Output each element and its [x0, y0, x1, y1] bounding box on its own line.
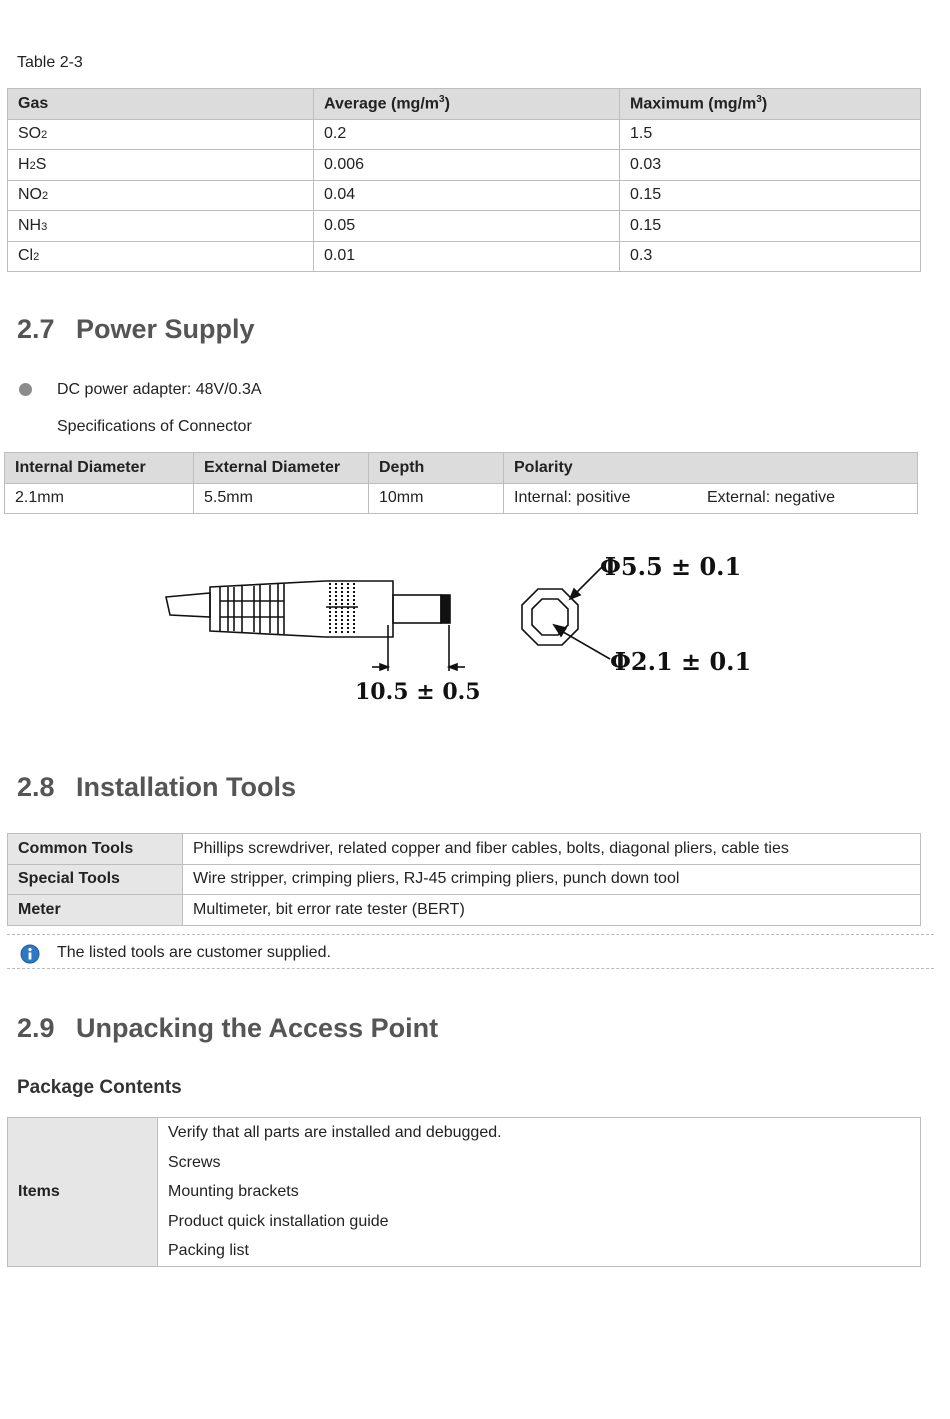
average-cell: 0.05 — [314, 211, 620, 242]
section-heading-installation-tools — [17, 772, 296, 803]
table-row — [8, 834, 921, 865]
table-header-row — [8, 89, 921, 120]
header-average: Average $(mg/m^3)$ — [314, 89, 620, 120]
bullet-icon — [19, 383, 32, 396]
maximum-cell: 0.15 — [620, 180, 921, 211]
connector-plug-drawing — [166, 581, 465, 671]
section-number: 2.8 — [17, 772, 55, 802]
tool-list-cell: Phillips screwdriver, related copper and fiber cables, bolts, diagonal pliers, cable ties — [183, 834, 921, 865]
section-title: Power Supply — [76, 314, 255, 344]
package-contents-heading: Package Contents — [17, 1077, 182, 1098]
connector-end-view — [522, 567, 610, 659]
items-label: Items — [8, 1118, 158, 1267]
list-item: Mounting brackets — [168, 1183, 299, 1201]
tool-list-cell: Multimeter, bit error rate tester (BERT) — [183, 895, 921, 926]
gas-cell: NO2 — [8, 180, 314, 211]
header-gas: Gas — [8, 89, 314, 120]
maximum-cell: 1.5 — [620, 119, 921, 150]
list-item: Screws — [168, 1153, 221, 1171]
section-heading-power-supply — [17, 314, 255, 345]
note-text: The listed tools are customer supplied. — [57, 944, 331, 961]
header-internal-diameter: Internal Diameter — [5, 453, 194, 484]
maximum-cell: 0.3 — [620, 241, 921, 272]
gas-concentration-table — [7, 88, 921, 272]
connector-spec-table — [4, 452, 918, 514]
items-list-cell — [158, 1118, 921, 1267]
table-header-row — [5, 453, 918, 484]
list-item: Product quick installation guide — [168, 1212, 389, 1230]
table-row — [8, 895, 921, 926]
note-top-divider — [7, 934, 934, 935]
header-depth: Depth — [369, 453, 504, 484]
table-row — [8, 1118, 921, 1267]
average-cell: 0.01 — [314, 241, 620, 272]
table-row — [8, 241, 921, 272]
note-bottom-divider — [7, 968, 934, 969]
tool-list-cell: Wire stripper, crimping pliers, RJ-45 crimping pliers, punch down tool — [183, 864, 921, 895]
dc-connector-diagram — [160, 545, 780, 715]
average-cell: 0.006 — [314, 150, 620, 181]
table-row — [8, 864, 921, 895]
tool-category-label: Meter — [8, 895, 183, 926]
section-number: 2.9 — [17, 1013, 55, 1043]
maximum-cell: 0.15 — [620, 211, 921, 242]
tool-category-label: Special Tools — [8, 864, 183, 895]
polarity-cell: Internal: positive External: negative — [504, 483, 918, 514]
info-icon — [20, 944, 40, 964]
table-row — [8, 180, 921, 211]
average-cell: 0.04 — [314, 180, 620, 211]
outer-diameter-label: Φ5.5 ± 0.1 — [600, 552, 742, 581]
connector-spec-caption: Specifications of Connector — [57, 418, 252, 435]
table-row — [8, 150, 921, 181]
table-row — [5, 483, 918, 514]
header-external-diameter: External Diameter — [194, 453, 369, 484]
installation-tools-table — [7, 833, 921, 926]
bullet-text: DC power adapter: 48V/0.3A — [57, 381, 262, 398]
header-polarity: Polarity — [504, 453, 918, 484]
internal-diameter-cell: 2.1mm — [5, 483, 194, 514]
gas-cell: H2S — [8, 150, 314, 181]
average-cell: 0.2 — [314, 119, 620, 150]
table-caption: Table 2-3 — [17, 54, 83, 71]
gas-cell: Cl2 — [8, 241, 314, 272]
inner-diameter-label: Φ2.1 ± 0.1 — [610, 647, 752, 676]
list-item: Verify that all parts are installed and debugged. — [168, 1124, 502, 1141]
header-maximum: Maximum $(mg/m^3)$ — [620, 89, 921, 120]
length-dimension-label: 10.5 ± 0.5 — [355, 679, 481, 705]
list-item: Packing list — [168, 1242, 249, 1260]
section-title: Unpacking the Access Point — [76, 1013, 439, 1043]
table-row — [8, 119, 921, 150]
tool-category-label: Common Tools — [8, 834, 183, 865]
table-row — [8, 211, 921, 242]
package-contents-table — [7, 1117, 921, 1267]
section-number: 2.7 — [17, 314, 55, 344]
maximum-cell: 0.03 — [620, 150, 921, 181]
external-diameter-cell: 5.5mm — [194, 483, 369, 514]
depth-cell: 10mm — [369, 483, 504, 514]
section-heading-unpacking — [17, 1013, 438, 1044]
gas-cell: NH3 — [8, 211, 314, 242]
gas-cell: SO2 — [8, 119, 314, 150]
section-title: Installation Tools — [76, 772, 297, 802]
